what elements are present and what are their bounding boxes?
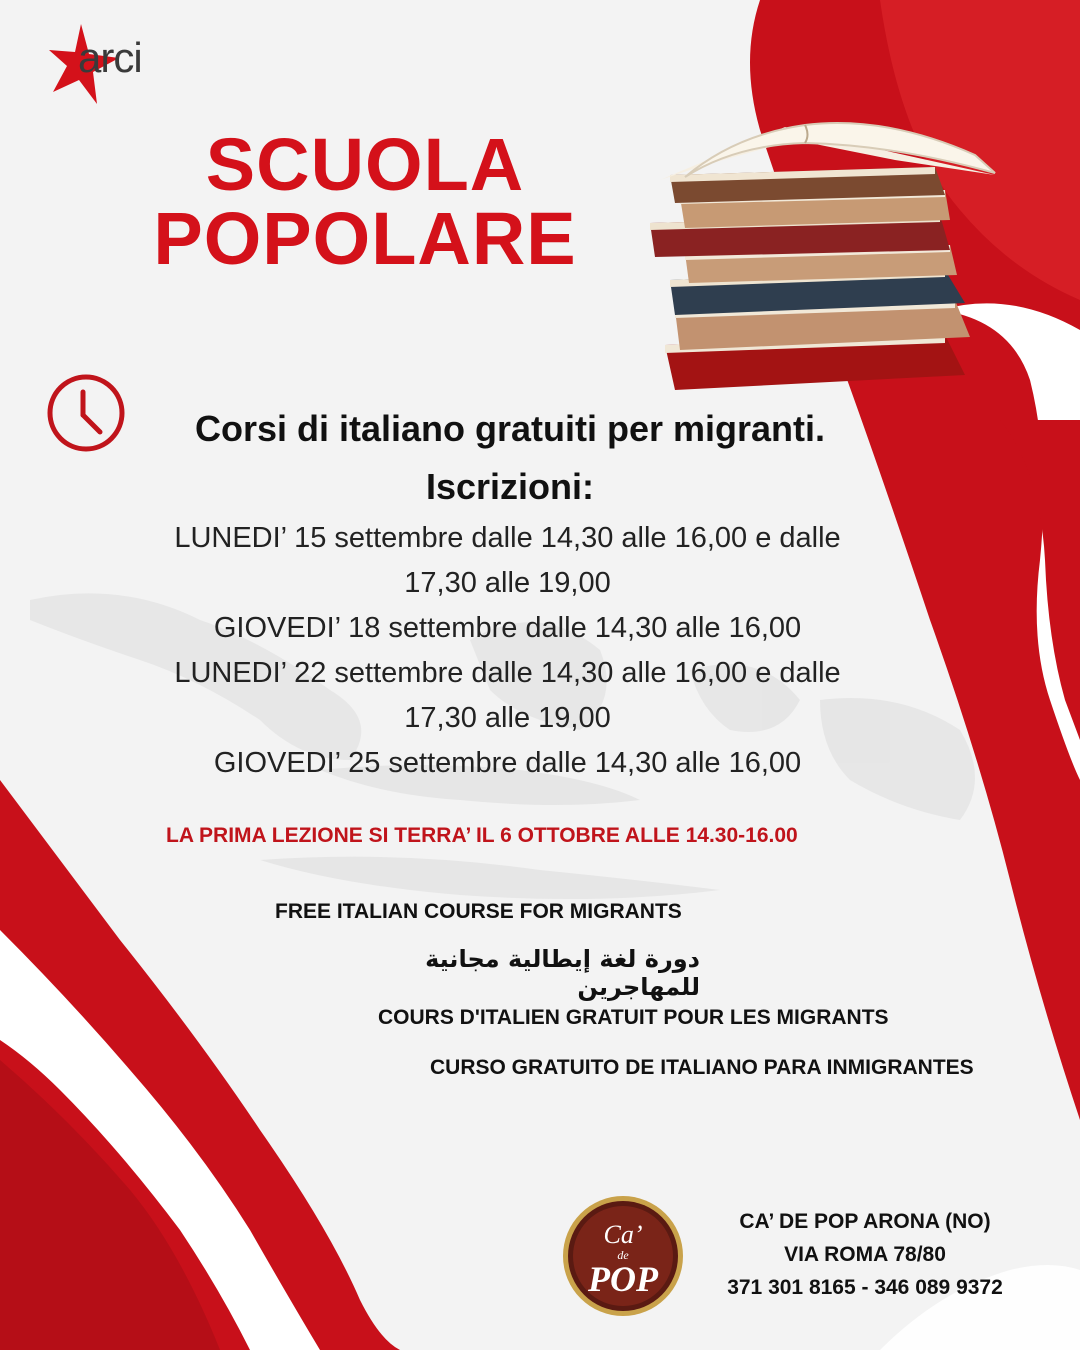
badge-text-de: de [617,1248,629,1262]
badge-text-ca: Ca’ [603,1220,643,1249]
date-line: 17,30 alle 19,00 [404,567,611,599]
first-lesson-notice: LA PRIMA LEZIONE SI TERRA’ IL 6 OTTOBRE ALLE 14.30-16.00 [166,824,798,847]
translation-spanish: CURSO GRATUITO DE ITALIANO PARA INMIGRANTES [430,1056,974,1079]
date-line: GIOVEDI’ 18 settembre dalle 14,30 alle 16,00 [213,612,802,644]
date-line: LUNEDI’ 22 settembre dalle 14,30 alle 16,00 e dalle [174,657,841,689]
registration-dates [80,516,935,786]
badge-text-pop: POP [588,1259,658,1299]
course-subtitle: Corsi di italiano gratuiti per migranti. [194,408,826,449]
translation-french: COURS D'ITALIEN GRATUIT POUR LES MIGRANTS [378,1006,889,1029]
books-stack-illustration [645,105,1010,395]
registration-label: Iscrizioni: [425,466,595,507]
title-line-2: POPOLARE [153,197,577,280]
translation-english: FREE ITALIAN COURSE FOR MIGRANTS [275,900,682,923]
arci-logo-text: arci [78,34,142,81]
title-line-1: SCUOLA [205,123,525,206]
venue-phones: 371 301 8165 - 346 089 9372 [727,1276,1003,1299]
venue-address: VIA ROMA 78/80 [784,1243,946,1266]
page-title [95,123,635,280]
date-line: LUNEDI’ 15 settembre dalle 14,30 alle 16,00 e dalle [174,522,841,554]
translation-arabic: دورة لغة إيطالية مجانية للمهاجرين [425,945,700,1001]
date-line: 17,30 alle 19,00 [404,702,611,734]
date-line: GIOVEDI’ 25 settembre dalle 14,30 alle 16,00 [213,747,802,779]
venue-name: CA’ DE POP ARONA (NO) [739,1210,991,1233]
venue-info [700,1205,1030,1304]
ca-de-pop-logo [560,1193,686,1319]
